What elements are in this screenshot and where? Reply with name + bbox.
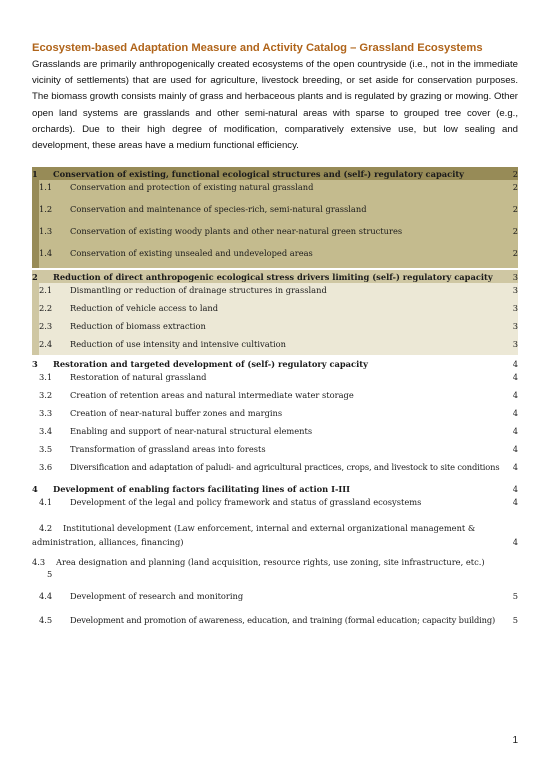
- page-ref: 3: [512, 321, 518, 332]
- section-title: Restoration and targeted development of (self-) regulatory capacity: [53, 359, 368, 370]
- item-text: Creation of retention areas and natural intermediate water storage: [70, 390, 354, 401]
- page-ref: 3: [512, 285, 518, 296]
- item-number: 2.3: [39, 321, 53, 332]
- section-number: 1: [32, 169, 38, 180]
- item-text: Diversification and adaptation of paludi- and agricultural practices, crops, and livestock to site conditions: [70, 462, 500, 473]
- page-ref: 4: [512, 497, 518, 508]
- section-title: Development of enabling factors facilitating lines of action I-III: [53, 484, 351, 495]
- toc-section-header[interactable]: [32, 270, 518, 283]
- toc-item[interactable]: [39, 180, 518, 202]
- page-ref: 2: [512, 169, 518, 180]
- item-text: Institutional development (Law enforcement, internal and external organizational management &: [63, 523, 476, 534]
- item-text: Development of research and monitoring: [70, 591, 244, 602]
- section-number: 2: [32, 272, 38, 283]
- toc-item[interactable]: [32, 521, 518, 551]
- toc-section-4: [32, 482, 518, 632]
- toc-section-header[interactable]: [32, 167, 518, 180]
- item-number: 2.4: [39, 339, 53, 350]
- item-number: 2.1: [39, 285, 53, 296]
- page-number: 1: [512, 735, 518, 746]
- page-ref: 4: [512, 537, 518, 548]
- document-page: [32, 42, 518, 634]
- page-ref: 5: [512, 591, 518, 602]
- section-number: 3: [32, 359, 38, 370]
- toc-item[interactable]: [39, 246, 518, 268]
- item-text: Conservation and maintenance of species-rich, semi-natural grassland: [70, 204, 367, 215]
- toc-item[interactable]: [39, 495, 518, 517]
- item-text: Creation of near-natural buffer zones and margins: [70, 408, 283, 419]
- item-number: 4.2: [39, 523, 53, 534]
- item-number: 1.1: [39, 182, 53, 193]
- item-text: Transformation of grassland areas into forests: [70, 444, 266, 455]
- item-text: Conservation of existing unsealed and undeveloped areas: [70, 248, 313, 259]
- toc-item[interactable]: [39, 589, 518, 613]
- toc-item[interactable]: [39, 406, 518, 424]
- section-number: 4: [32, 484, 38, 495]
- item-text: Conservation of existing woody plants and other near-natural green structures: [70, 226, 403, 237]
- page-ref: 4: [512, 372, 518, 383]
- item-number: 4.1: [39, 497, 53, 508]
- item-number: 3.4: [39, 426, 53, 437]
- page-ref: 5: [47, 569, 53, 580]
- page-ref: 4: [512, 390, 518, 401]
- toc-item[interactable]: [32, 555, 518, 583]
- page-ref: 4: [512, 408, 518, 419]
- item-text: Dismantling or reduction of drainage structures in grassland: [70, 285, 327, 296]
- item-number: 3.5: [39, 444, 53, 455]
- page-ref: 4: [512, 444, 518, 455]
- toc-section-header[interactable]: [32, 357, 518, 370]
- item-text: Conservation and protection of existing natural grassland: [70, 182, 314, 193]
- page-ref: 5: [512, 615, 518, 626]
- toc-item[interactable]: [39, 301, 518, 319]
- toc-section-1: [32, 167, 518, 268]
- page-ref: 2: [512, 226, 518, 237]
- document-title: Ecosystem-based Adaptation Measure and Activity Catalog – Grassland Ecosystems: [32, 42, 483, 54]
- item-number: 1.3: [39, 226, 53, 237]
- page-ref: 3: [512, 339, 518, 350]
- toc-item[interactable]: [39, 319, 518, 337]
- page-ref: 2: [512, 182, 518, 193]
- item-number: 4.4: [39, 591, 53, 602]
- toc-section-header[interactable]: [32, 482, 518, 495]
- toc-item[interactable]: [39, 337, 518, 355]
- item-number: 1.4: [39, 248, 53, 259]
- toc-item[interactable]: [39, 424, 518, 442]
- toc-item[interactable]: [39, 283, 518, 301]
- item-number: 3.3: [39, 408, 53, 419]
- toc-item[interactable]: [39, 388, 518, 406]
- toc-item[interactable]: [39, 370, 518, 388]
- toc-section-2: [32, 270, 518, 355]
- toc-item[interactable]: [39, 613, 518, 632]
- item-number: 4.3: [32, 557, 46, 568]
- item-text: Development of the legal and policy framework and status of grassland ecosystems: [70, 497, 422, 508]
- item-number: 3.6: [39, 462, 53, 473]
- item-number: 2.2: [39, 303, 53, 314]
- page-ref: 3: [512, 303, 518, 314]
- table-of-contents: [32, 167, 518, 632]
- intro-paragraph: Grasslands are primarily anthropogenically created ecosystems of the open countryside (i.e., not in the immediate vicinity of settlements) that are used for agriculture, livestock breeding, or set aside for conservation purposes. The biomass growth consists mainly of grass and herbaceous plants and is regulated by grazing or mowing. Other open land systems are grasslands and other semi-natural areas with sparse to grouped tree cover (e.g., orchards). Due to their high degree of modification, comparatively extensive use, but low sealing and development, these areas have a medium functional efficiency.: [32, 59, 518, 152]
- page-ref: 2: [512, 204, 518, 215]
- page-ref: 4: [512, 462, 518, 473]
- item-text: Reduction of biomass extraction: [70, 321, 206, 332]
- page-ref: 4: [512, 359, 518, 370]
- item-text: Area designation and planning (land acquisition, resource rights, use zoning, site infrastructure, etc.): [56, 557, 485, 568]
- section-title: Conservation of existing, functional ecological structures and (self-) regulatory capacity: [53, 169, 464, 180]
- toc-item[interactable]: [39, 460, 518, 478]
- toc-section-3: [32, 357, 518, 478]
- page-ref: 4: [512, 426, 518, 437]
- item-text: Reduction of use intensity and intensive cultivation: [70, 339, 286, 350]
- toc-item[interactable]: [39, 442, 518, 460]
- item-text: Reduction of vehicle access to land: [70, 303, 219, 314]
- page-ref: 3: [512, 272, 518, 283]
- item-text: Enabling and support of near-natural structural elements: [70, 426, 313, 437]
- item-number: 3.2: [39, 390, 53, 401]
- item-number: 3.1: [39, 372, 53, 383]
- item-text-continued: administration, alliances, financing): [32, 537, 184, 548]
- section-title: Reduction of direct anthropogenic ecological stress drivers limiting (self-) regulatory capacity: [53, 272, 493, 283]
- item-text: Development and promotion of awareness, education, and training (formal education; capacity building): [70, 615, 496, 626]
- item-number: 4.5: [39, 615, 53, 626]
- toc-item[interactable]: [39, 202, 518, 224]
- page-ref: 2: [512, 248, 518, 259]
- item-number: 1.2: [39, 204, 53, 215]
- toc-item[interactable]: [39, 224, 518, 246]
- item-text: Restoration of natural grassland: [70, 372, 207, 383]
- page-ref: 4: [512, 484, 518, 495]
